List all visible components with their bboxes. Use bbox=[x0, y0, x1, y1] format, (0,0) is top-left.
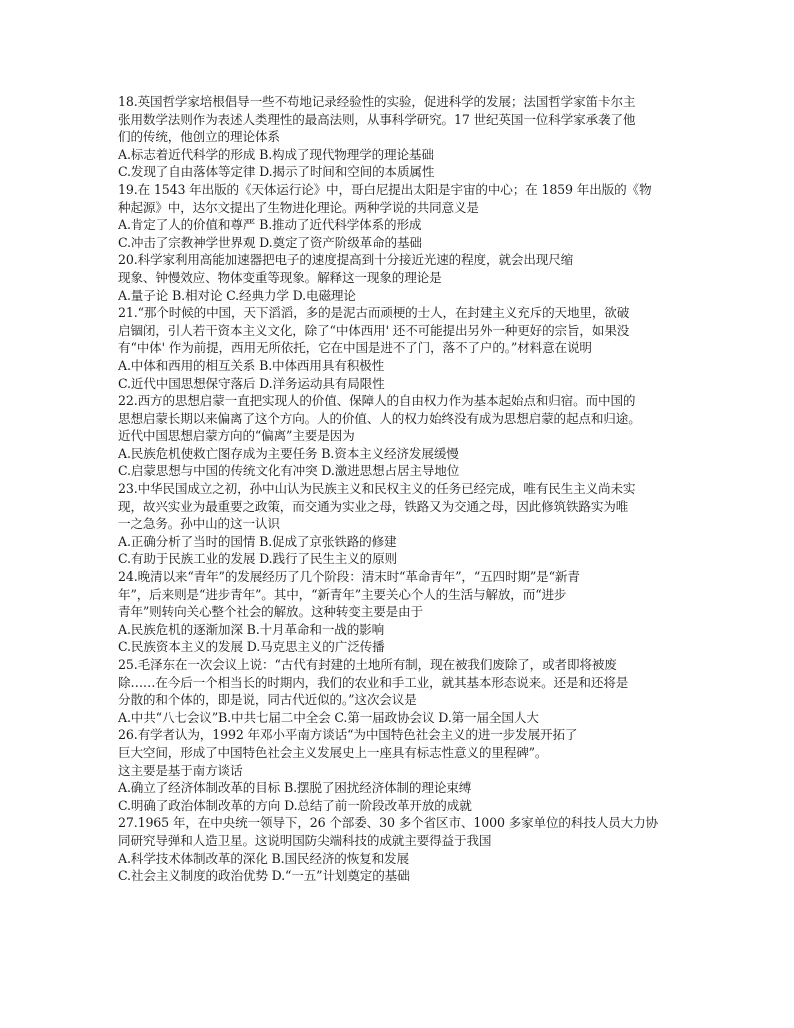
text-line: 27.1965 年，在中央统一领导下，26 个部委、30 多个省区市、1000 多家单位的科技人员大力协 bbox=[118, 815, 658, 831]
exam-page bbox=[118, 93, 684, 885]
text-line: 年”，后来则是“进步青年”。其中，“新青年”主要关心个人的生活与解放，而“进步 bbox=[118, 586, 567, 602]
text-line: A.民族危机使救亡图存成为主要任务 B.资本主义经济发展缓慢 bbox=[118, 445, 459, 461]
text-line: A.确立了经济体制改革的目标 B.摆脱了困扰经济体制的理论束缚 bbox=[118, 780, 472, 796]
text-line: 现象、钟慢效应、物体变重等现象。解释这一现象的理论是 bbox=[118, 269, 442, 285]
text-line: C.明确了政治体制改革的方向 D.总结了前一阶段改革开放的成就 bbox=[118, 797, 472, 813]
text-line: 分散的和个体的，即是说，同古代近似的。”这次会议是 bbox=[118, 692, 417, 708]
text-line: 除……在今后一个相当长的时期内，我们的农业和手工业，就其基本形态说来。还是和还将是 bbox=[118, 674, 629, 690]
text-line: A.标志着近代科学的形成 B.构成了现代物理学的理论基础 bbox=[118, 146, 434, 162]
text-line: C.发现了自由落体等定律 D.揭示了时间和空间的本质属性 bbox=[118, 164, 435, 180]
text-line: 18.英国哲学家培根倡导一些不苟地记录经验性的实验，促进科学的发展；法国哲学家笛卡尔主 bbox=[118, 94, 636, 109]
text-line: 23.中华民国成立之初，孙中山认为民族主义和民权主义的任务已经完成，唯有民生主义尚未实 bbox=[118, 481, 636, 497]
text-line: A.科学技术体制改革的深化 B.国民经济的恢复和发展 bbox=[118, 850, 409, 866]
text-line: 现，故兴实业为最重要之政策，而交通为实业之母，铁路又为交通之母，因此修筑铁路实为唯 bbox=[118, 498, 629, 514]
text-line: 21.“那个时候的中国，天下滔滔，多的是泥古而顽梗的士人，在封建主义充斥的天地里，欲破 bbox=[118, 305, 630, 321]
text-line: A.民族危机的逐渐加深 B.十月革命和一战的影响 bbox=[118, 621, 385, 637]
text-line: C.启蒙思想与中国的传统文化有冲突 D.激进思想占居主导地位 bbox=[118, 463, 460, 479]
text-line: C.有助于民族工业的发展 D.践行了民生主义的原则 bbox=[118, 551, 397, 567]
text-line: 启锢闭，引人若干资本主义文化，除了“中体西用' 还不可能提出另外一种更好的宗旨，如果没 bbox=[118, 322, 630, 338]
text-line: 一之急务。孙中山的这一认识 bbox=[118, 516, 280, 532]
text-line: C.社会主义制度的政治优势 D.“一五”计划奠定的基础 bbox=[118, 868, 410, 884]
text-line: A.中体和西用的相互关系 B.中体西用具有积极性 bbox=[118, 357, 385, 373]
text-line: C.近代中国思想保守落后 D.洋务运动具有局限性 bbox=[118, 375, 385, 391]
text-line: 24.晚清以来“青年”的发展经历了几个阶段：清末时“革命青年”，“五四时期”是“新青 bbox=[118, 569, 580, 585]
text-line: 22.西方的思想启蒙一直把实现人的价值、保障人的自由权力作为基本起始点和归宿。而中国的 bbox=[118, 393, 636, 409]
text-line: 青年”则转向关心整个社会的解放。这种转变主要是由于 bbox=[118, 604, 423, 620]
text-line: 26.有学者认为，1992 年邓小平南方谈话“为中国特色社会主义的进一步发展开拓了 bbox=[118, 727, 578, 743]
text-line: 19.在 1543 年出版的《天体运行论》中，哥白尼提出太阳是宇宙的中心；在 1859 年出版的《物 bbox=[118, 181, 652, 197]
text-line: 们的传统，他创立的理论体系 bbox=[118, 129, 280, 145]
text-line: 25.毛泽东在一次会议上说：“古代有封建的土地所有制，现在被我们废除了，或者即将被废 bbox=[118, 657, 617, 672]
text-line: 这主要是基于南方谈话 bbox=[118, 762, 243, 778]
text-line: 有“中体' 作为前提，西用无所依托，它在中国是进不了门，落不了户的。”材料意在说明 bbox=[118, 340, 592, 356]
text-line: 张用数学法则作为表述人类理性的最高法则，从事科学研究。17 世纪英国一位科学家承袭了他 bbox=[118, 111, 636, 127]
text-line: C.冲击了宗教神学世界观 D.奠定了资产阶级革命的基础 bbox=[118, 234, 422, 250]
text-line: 思想启蒙长期以来偏离了这个方向。人的价值、人的权力始终没有成为思想启蒙的起点和归途。 bbox=[118, 410, 641, 426]
text-line: A.肯定了人的价值和尊严 B.推动了近代科学体系的形成 bbox=[118, 217, 422, 233]
text-line: A.中共“八七会议”B.中共七届二中全会 C.第一届政协会议 D.第一届全国人大 bbox=[118, 709, 539, 725]
text-line: A.量子论 B.相对论 C.经典力学 D.电磁理论 bbox=[118, 287, 356, 303]
text-line: 近代中国思想启蒙方向的“偏离”主要是因为 bbox=[118, 428, 355, 444]
text-line: 种起源》中，达尔文提出了生物进化理论。两种学说的共同意义是 bbox=[118, 199, 479, 215]
text-line: 巨大空间，形成了中国特色社会主义发展史上一座具有标志性意义的里程碑”。 bbox=[118, 744, 548, 760]
text-line: 20.科学家利用高能加速器把电子的速度提高到十分接近光速的程度，就会出现尺缩 bbox=[118, 252, 574, 268]
text-line: C.民族资本主义的发展 D.马克思主义的广泛传播 bbox=[118, 639, 385, 655]
text-line: 同研究导弹和人造卫星。这说明国防尖端科技的成就主要得益于我国 bbox=[118, 832, 492, 848]
text-line: A.正确分析了当时的国情 B.促成了京张铁路的修建 bbox=[118, 533, 397, 549]
